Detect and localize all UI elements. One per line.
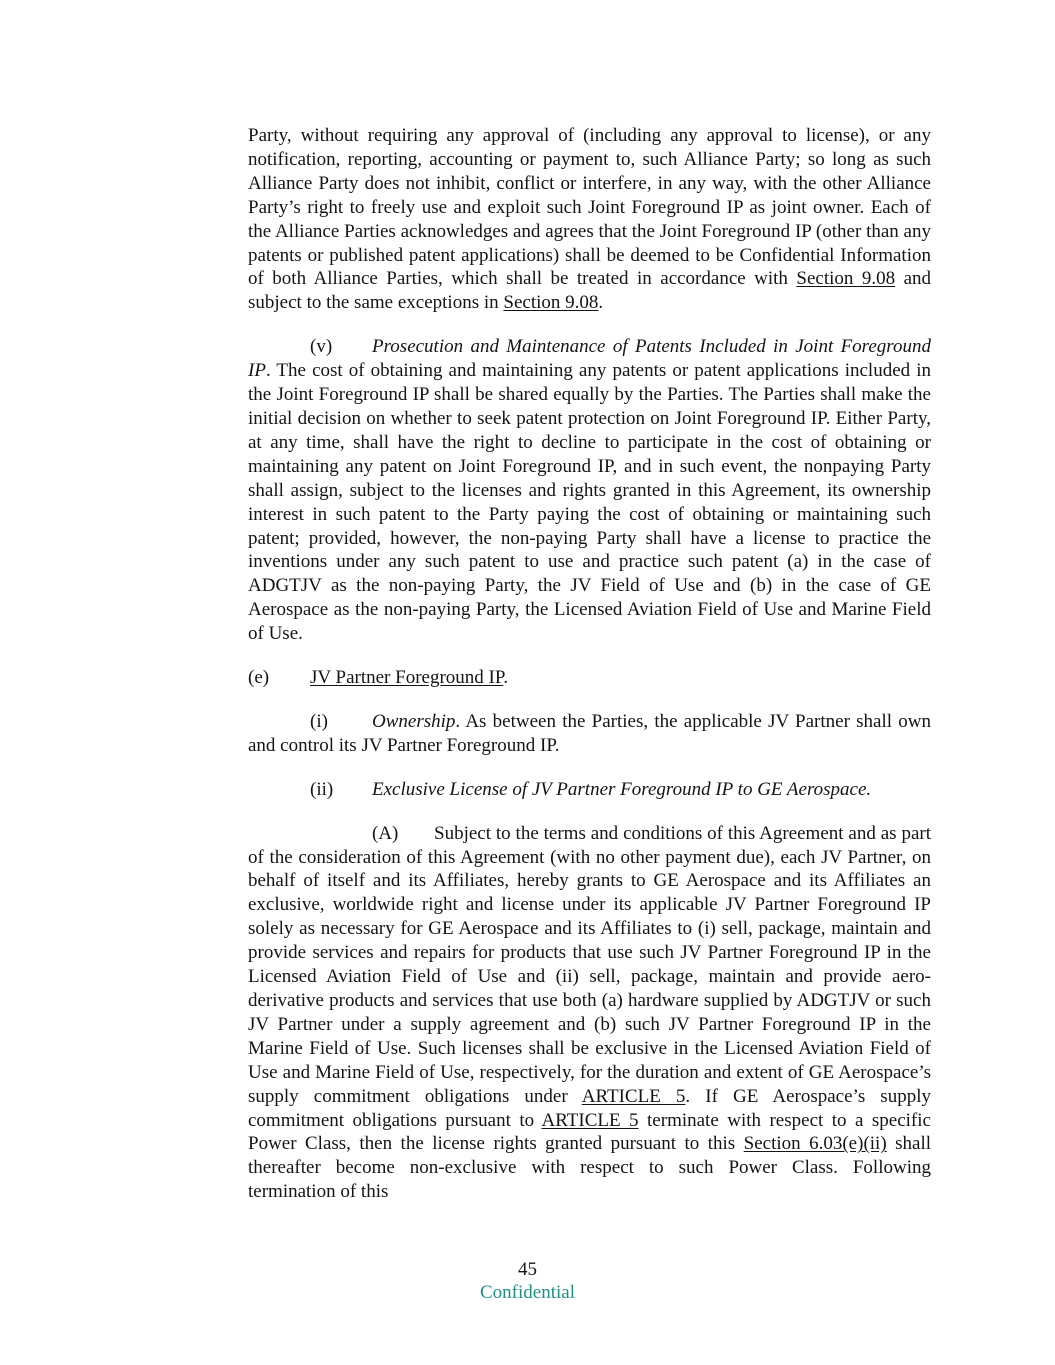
clause-number-ii: (ii) (310, 778, 334, 800)
paragraph-ownership: (i) Ownership. As between the Parties, the applicable JV Partner shall own and control its JV Partner Foreground IP. (248, 710, 931, 756)
paragraph-license-grant-a: (A) Subject to the terms and conditions of this Agreement and as part of the consideration of this Agreement (with no other payment due), each JV Partner, on behalf of itself and its Affiliates, hereby grants to GE Aerospace and its Affiliates an exclusive, worldwide right and license under its applicable JV Partner Foreground IP solely as necessary for GE Aerospace and its Affiliates to (i) sell, package, maintain and provide services and repairs for products that use such JV Partner Foreground IP in the Licensed Aviation Field of Use and (ii) sell, package, maintain and provide aero-derivative products and services that use both (a) hardware supplied by ADGTJV or such JV Partner under a supply agreement and (b) such JV Partner Foreground IP in the Marine Field of Use. Such licenses shall be exclusive in the Licensed Aviation Field of Use and Marine Field of Use, respectively, for the duration and extent of GE Aerospace’s supply commitment obligations under ARTICLE 5. If GE Aerospace’s supply commitment obligations pursuant to ARTICLE 5 terminate with respect to a specific Power Class, then the license rights granted pursuant to this Section 6.03(e)(ii) shall thereafter become non-exclusive with respect to such Power Class. Following termination of this (248, 822, 931, 1203)
document-body (248, 124, 931, 1204)
clause-heading: Exclusive License of JV Partner Foreground IP to GE Aerospace. (372, 778, 872, 800)
article-5-reference-2: ARTICLE 5 (541, 1109, 639, 1131)
clause-number-i: (i) (310, 710, 328, 732)
paragraph-exclusive-license-heading (248, 778, 931, 802)
clause-heading: Prosecution and Maintenance of Patents Included in Joint Foreground IP (248, 336, 931, 382)
clause-heading: JV Partner Foreground IP (310, 667, 504, 689)
clause-number-a: (A) (372, 822, 399, 844)
paragraph-jv-partner-foreground-ip: (e) JV Partner Foreground IP. (248, 667, 509, 689)
paragraph-joint-foreground-confidentiality: Party, without requiring any approval of (including any approval to license), or any notification, reporting, accounting or payment to, such Alliance Party; so long as such Alliance Party does not inhibit, conflict or interfere, in any way, with the other Alliance Party’s right to freely use and exploit such Joint Foreground IP as joint owner. Each of the Alliance Parties acknowledges and agrees that the Joint Foreground IP (other than any patents or published patent applications) shall be deemed to be Confidential Information of both Alliance Parties, which shall be treated in accordance with Section 9.08 and subject to the same exceptions in Section 9.08. (248, 125, 932, 314)
section-6-03-e-ii-reference: Section 6.03(e)(ii) (743, 1133, 887, 1155)
clause-heading: Ownership (372, 710, 456, 732)
paragraph-prosecution-maintenance: (v) Prosecution and Maintenance of Patents Included in Joint Foreground IP. The cost of obtaining and maintaining any patents or patent applications included in the Joint Foreground IP shall be shared equally by the Parties. The Parties shall make the initial decision on whether to seek patent protection on Joint Foreground IP. Either Party, at any time, shall have the right to decline to participate in the cost of obtaining or maintaining any patent on Joint Foreground IP, and in such event, the nonpaying Party shall assign, subject to the licenses and rights granted in this Agreement, its ownership interest in such patent to the Party paying the cost of obtaining or maintaining such patent; provided, however, the non-paying Party shall have a license to practice the inventions under any such patent to use and practice such patent (a) in the case of ADGTJV as the non-paying Party, the JV Field of Use and (b) in the case of GE Aerospace as the non-paying Party, the Licensed Aviation Field of Use and Marine Field of Use. (248, 336, 931, 645)
article-5-reference: ARTICLE 5 (581, 1085, 686, 1107)
section-9-08-reference-2: Section 9.08 (503, 292, 599, 314)
section-9-08-reference: Section 9.08 (796, 268, 896, 290)
confidential-label: Confidential (480, 1282, 575, 1303)
clause-number-e: (e) (248, 667, 270, 689)
clause-number-v: (v) (310, 336, 333, 358)
page-number: 45 (518, 1259, 537, 1280)
